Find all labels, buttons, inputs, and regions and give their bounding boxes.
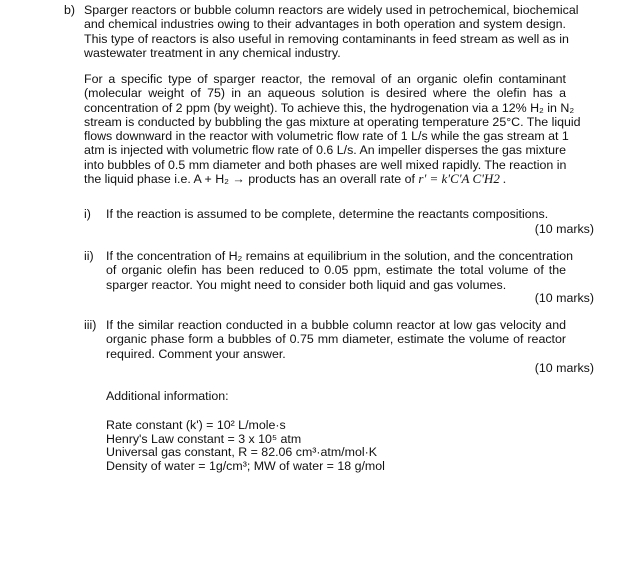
intro-line: and chemical industries owing to their advantages in both operation and system design. [84, 17, 566, 32]
part-marks: (10 marks) [534, 361, 594, 375]
additional-list [106, 419, 385, 473]
part-text [106, 318, 566, 361]
body-line: (molecular weight of 75) in an aqueous solution is desired where the olefin has a [84, 86, 566, 101]
part-line: organic phase form a bubbles of 0.75 mm diameter, estimate the volume of reactor [106, 332, 566, 347]
part-text [106, 249, 573, 292]
body-paragraph [84, 72, 581, 187]
additional-heading: Additional information: [106, 389, 229, 403]
body-line: the liquid phase i.e. A + H₂ → products has an overall rate of [84, 172, 415, 187]
part-text [106, 207, 566, 221]
part-line: If the concentration of H₂ remains at equilibrium in the solution, and the concentration [106, 249, 573, 263]
part-marks: (10 marks) [534, 291, 594, 305]
part-line: of organic olefin has been reduced to 0.05 ppm, estimate the total volume of the [106, 263, 566, 278]
intro-line: Sparger reactors or bubble column reactors are widely used in petrochemical, biochemical [84, 3, 579, 17]
part-line: If the reaction is assumed to be complete, determine the reactants compositions. [106, 207, 549, 221]
additional-item: Universal gas constant, R = 82.06 cm³·atm/mol·K [106, 445, 377, 460]
part-number: ii) [84, 249, 94, 263]
part-marks: (10 marks) [534, 222, 594, 236]
part-line: If the similar reaction conducted in a bubble column reactor at low gas velocity and [106, 318, 566, 332]
part-line: required. Comment your answer. [106, 346, 286, 361]
body-line: into bubbles of 0.5 mm diameter and both phases are well mixed rapidly. The reaction in [84, 157, 567, 172]
part-line: sparger reactor. You might need to consider both liquid and gas volumes. [106, 277, 507, 292]
additional-item: Henry's Law constant = 3 x 10⁵ atm [106, 431, 302, 446]
body-line: atm is injected with volumetric flow rate of 0.6 L/s. An impeller disperses the gas mixture [84, 143, 567, 158]
body-line-with-rate [84, 172, 566, 186]
additional-item: Rate constant (k') = 10² L/mole·s [106, 418, 286, 432]
body-line: stream is conducted by bubbling the gas mixture at operating temperature 25°C. The liquid [84, 114, 581, 129]
part-number: i) [84, 207, 91, 221]
rate-equation: r' = k'C'A C'H2 . [418, 171, 507, 187]
intro-line: This type of reactors is also useful in removing contaminants in feed stream as well as in [84, 31, 569, 46]
part-number: iii) [84, 318, 97, 332]
intro-paragraph [84, 3, 579, 60]
body-line: flows downward in the reactor with volumetric flow rate of 1 L/s while the gas stream at 1 [84, 129, 569, 144]
additional-item: Density of water = 1g/cm³; MW of water = 18 g/mol [106, 458, 385, 473]
question-label: b) [64, 3, 76, 17]
body-line: For a specific type of sparger reactor, the removal of an organic olefin contaminant [84, 72, 566, 86]
body-line: concentration of 2 ppm (by weight). To achieve this, the hydrogenation via a 12% H₂ in N₂ [84, 100, 575, 115]
intro-line: wastewater treatment in any chemical industry. [84, 45, 341, 60]
